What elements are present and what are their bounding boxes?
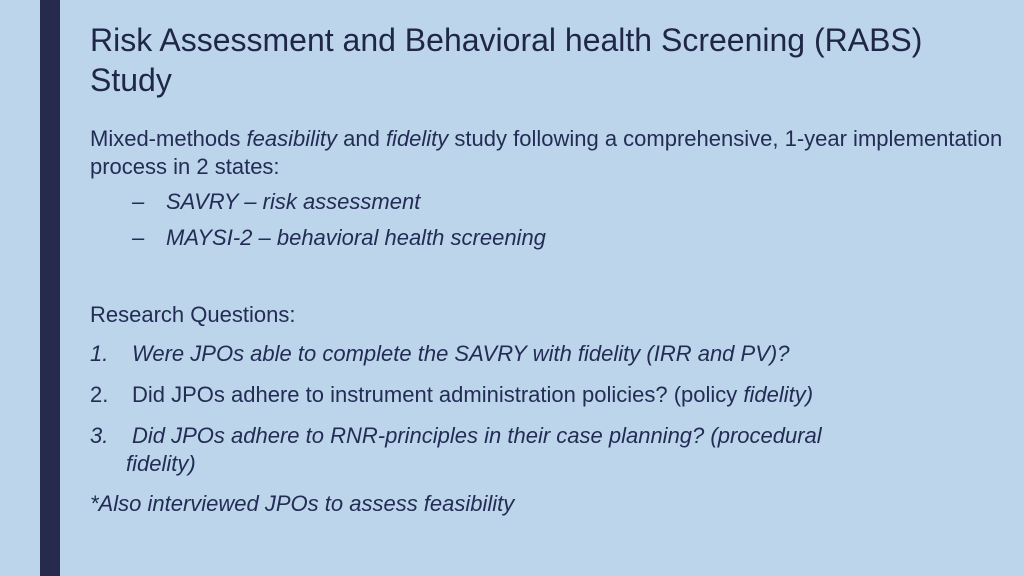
intro-part2: and xyxy=(337,126,386,151)
question-number: 3. xyxy=(90,423,109,448)
research-questions-heading: Research Questions: xyxy=(90,302,296,327)
question-3 xyxy=(90,422,980,478)
question-1 xyxy=(90,340,980,368)
accent-bar xyxy=(40,0,60,576)
question-emphasis: fidelity xyxy=(743,382,806,407)
question-2 xyxy=(90,381,980,409)
question-text: Were JPOs able to complete the SAVRY with fidelity (IRR and PV)? xyxy=(132,341,790,366)
instrument-text: MAYSI-2 – behavioral health screening xyxy=(166,225,546,250)
intro-part3: study following a comprehensive, 1-year implementation process in 2 states: xyxy=(90,126,1003,179)
instrument-text: SAVRY – risk assessment xyxy=(166,189,421,214)
intro-feasibility: feasibility xyxy=(246,126,337,151)
list-dash: – xyxy=(132,225,145,250)
question-number: 2. xyxy=(90,382,109,407)
instrument-item-savry xyxy=(132,187,546,223)
intro-part1: Mixed-methods xyxy=(90,126,247,151)
question-continuation: fidelity) xyxy=(126,451,196,476)
question-number: 1. xyxy=(90,341,109,366)
intro-text xyxy=(90,125,1010,181)
list-dash: – xyxy=(132,189,145,214)
question-tail: ) xyxy=(805,382,814,407)
question-text: Did JPOs adhere to instrument administration policies? (policy xyxy=(132,382,744,407)
slide-title: Risk Assessment and Behavioral health Screening (RABS) Study xyxy=(90,22,923,98)
instrument-list xyxy=(132,187,546,259)
instrument-item-maysi xyxy=(132,223,546,259)
intro-fidelity: fidelity xyxy=(385,126,449,151)
footnote: *Also interviewed JPOs to assess feasibility xyxy=(90,491,515,516)
question-text: Did JPOs adhere to RNR-principles in their case planning? (procedural xyxy=(132,423,822,448)
